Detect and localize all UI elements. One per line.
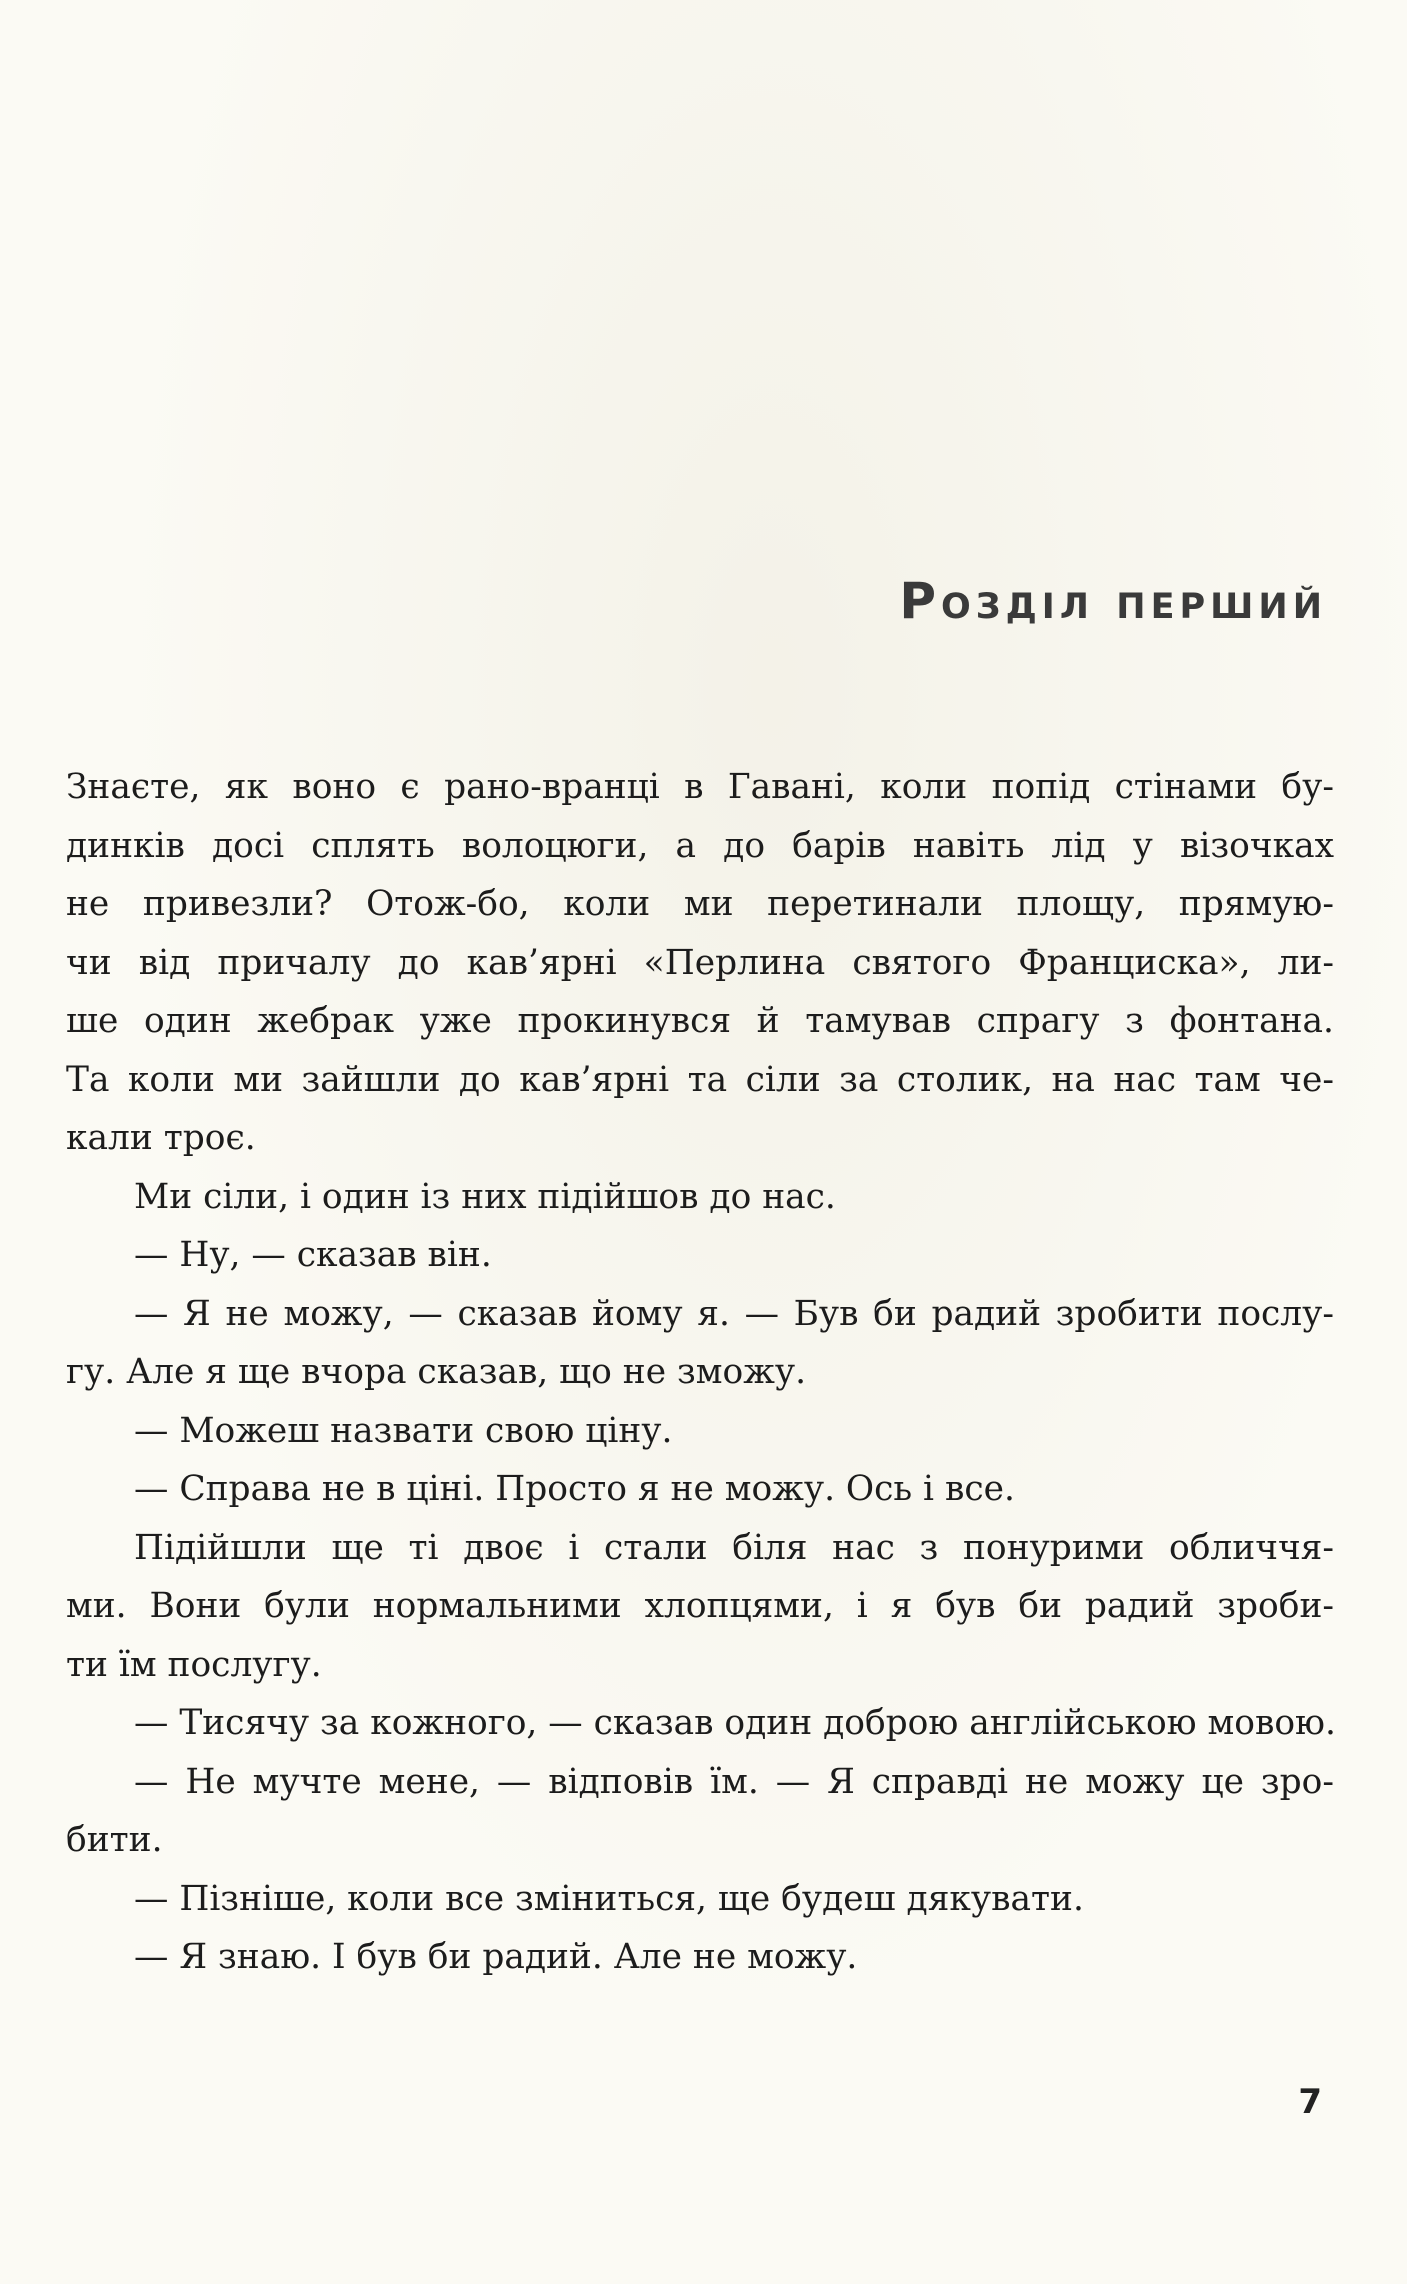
text-line: Знаєте, як воно є рано-вранці в Гавані, коли попід стінами бу- — [66, 767, 1334, 807]
text-line: бити. — [66, 1820, 163, 1860]
text-line: — Справа не в ціні. Просто я не можу. Ось і все. — [134, 1469, 1015, 1509]
text-line: не привезли? Отож-бо, коли ми перетинали площу, прямую- — [66, 884, 1334, 924]
text-line: динків досі сплять волоцюги, а до барів навіть лід у візочках — [66, 825, 1334, 866]
text-line: — Я не можу, — сказав йому я. — Був би радий зробити послу- — [134, 1293, 1334, 1334]
text-line: — Можеш назвати свою ціну. — [134, 1410, 673, 1451]
text-line: — Не мучте мене, — відповів їм. — Я справді не можу це зро- — [134, 1761, 1334, 1802]
text-line: ми. Вони були нормальними хлопцями, і я був би радий зроби- — [66, 1586, 1334, 1626]
text-line: ше один жебрак уже прокинувся й тамував спрагу з фонтана. — [66, 1001, 1334, 1041]
text-line: — Ну, — сказав він. — [134, 1235, 492, 1275]
text-line: гу. Але я ще вчора сказав, що не зможу. — [66, 1352, 807, 1392]
text-line: ти їм послугу. — [66, 1644, 322, 1685]
text-line: Підійшли ще ті двоє і стали біля нас з понурими обличчя- — [134, 1527, 1334, 1568]
chapter-title: Розділ перший — [899, 572, 1327, 630]
text-line: Та коли ми зайшли до кав’ярні та сіли за столик, на нас там че- — [66, 1059, 1334, 1100]
text-line: — Пізніше, коли все зміниться, ще будеш дякувати. — [134, 1878, 1084, 1919]
text-line: — Я знаю. І був би радий. Але не можу. — [134, 1937, 858, 1977]
page-number: 7 — [1298, 2082, 1322, 2122]
text-line: — Тисячу за кожного, — сказав один доброю англійською мовою. — [134, 1703, 1336, 1743]
text-line: кали троє. — [66, 1118, 256, 1158]
text-line: чи від причалу до кав’ярні «Перлина святого Франциска», ли- — [66, 942, 1334, 983]
text-line: Ми сіли, і один із них підійшов до нас. — [134, 1176, 836, 1217]
chapter-body — [66, 758, 1334, 1987]
